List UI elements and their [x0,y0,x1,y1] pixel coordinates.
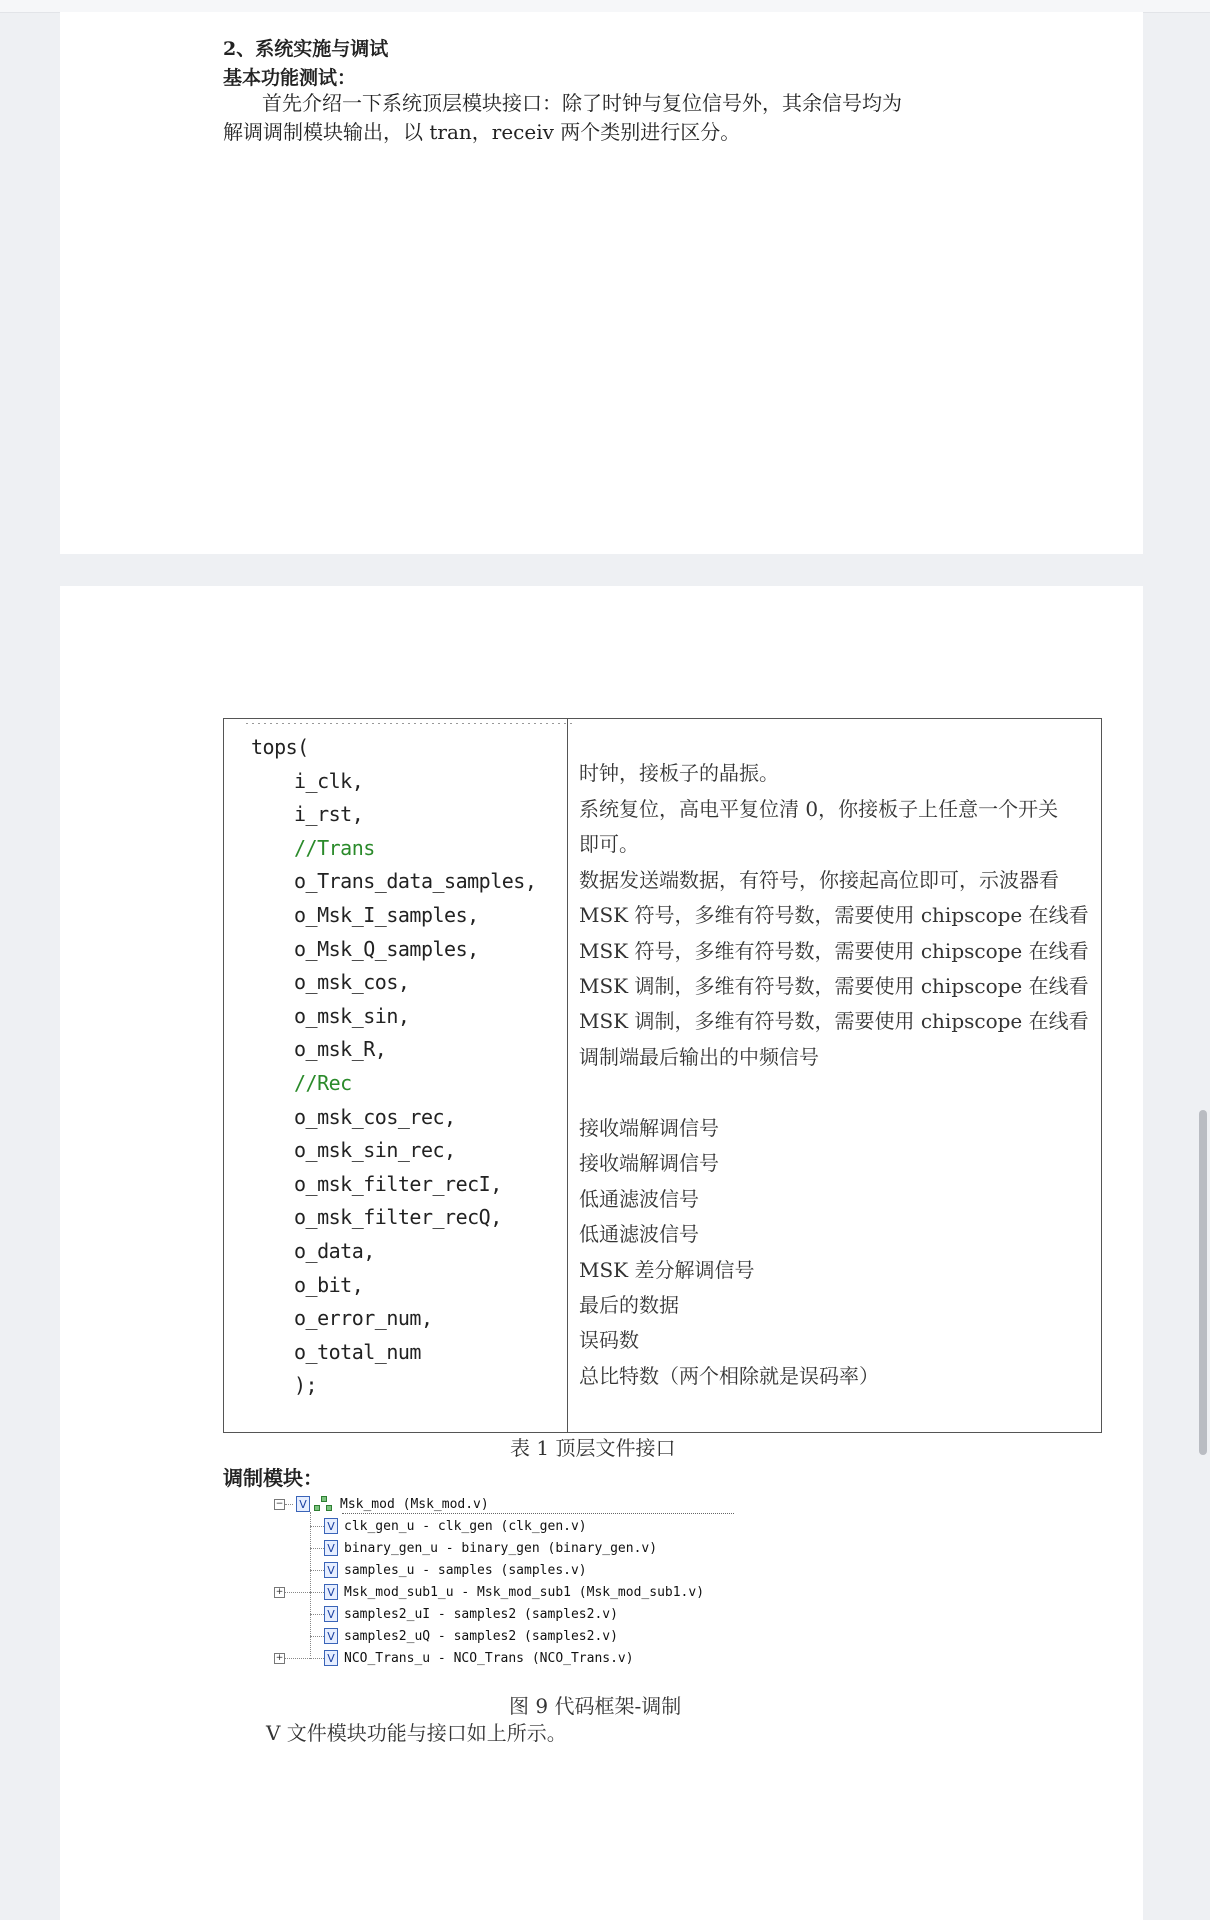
code-line: o_error_num, [294,1306,433,1331]
closing-text: V 文件模块功能与接口如上所示。 [266,1721,567,1745]
code-line: o_msk_sin_rec, [294,1138,456,1163]
tree-connector [310,1526,324,1527]
scrollbar[interactable] [1196,0,1210,1920]
code-line: o_total_num [294,1339,421,1364]
code-screenshot-panel [224,719,567,1432]
expand-toggle[interactable]: + [275,1587,284,1597]
code-line: o_Trans_data_samples, [294,869,537,894]
verilog-file-icon: V [324,1518,338,1534]
signal-description: 时钟，接板子的晶振。 [579,761,779,785]
tree-connector [310,1636,324,1637]
table-column-divider [567,719,568,1432]
tree-guide-line [310,1512,311,1656]
code-line: o_bit, [294,1272,364,1297]
verilog-file-icon: V [324,1606,338,1622]
code-line: o_msk_cos_rec, [294,1104,456,1129]
code-panel-ruler [244,722,574,725]
scrollbar-thumb[interactable] [1199,1110,1207,1455]
tree-item-label: NCO_Trans_u - NCO_Trans (NCO_Trans.v) [344,1650,634,1666]
tree-item-label: binary_gen_u - binary_gen (binary_gen.v) [344,1540,658,1556]
signal-description: 总比特数（两个相除就是误码率） [579,1364,879,1388]
hierarchy-icon [314,1496,334,1512]
tree-item[interactable] [324,1605,618,1623]
code-line: ); [294,1373,318,1398]
code-line: i_rst, [294,802,364,827]
signal-description: MSK 差分解调信号 [579,1258,755,1282]
table-caption: 表 1 顶层文件接口 [510,1436,676,1460]
code-line: o_msk_sin, [294,1003,410,1028]
expand-toggle[interactable]: + [275,1653,284,1663]
tree-item-label: samples_u - samples (samples.v) [344,1562,587,1578]
code-line: o_msk_cos, [294,970,410,995]
signal-description: 数据发送端数据，有符号，你接起高位即可，示波器看 [579,868,1059,892]
module-hierarchy-tree [270,1494,740,1674]
code-line: //Trans [294,835,375,860]
tree-connector [310,1548,324,1549]
verilog-file-icon: V [324,1628,338,1644]
tree-item-label: Msk_mod (Msk_mod.v) [340,1496,489,1512]
code-line: o_data, [294,1239,375,1263]
signal-description: MSK 符号，多维有符号数，需要使用 chipscope 在线看 [579,903,1089,927]
code-line: o_msk_filter_recQ, [294,1205,502,1230]
tree-connector [285,1504,293,1505]
code-line: i_clk, [294,768,364,793]
signal-description: 系统复位，高电平复位清 0，你接板子上任意一个开关 [579,797,1059,821]
tree-item[interactable] [324,1583,704,1601]
code-line: o_Msk_I_samples, [294,903,479,927]
tree-connector [285,1592,310,1593]
verilog-file-icon: V [324,1650,338,1666]
verilog-file-icon: V [324,1562,338,1578]
code-line: o_Msk_Q_samples, [294,936,479,961]
tree-item[interactable] [324,1517,587,1535]
signal-description: 调制端最后输出的中频信号 [579,1045,819,1069]
signal-description: 接收端解调信号 [579,1151,719,1175]
intro-paragraph-line-1: 首先介绍一下系统顶层模块接口：除了时钟与复位信号外，其余信号均为 [262,91,902,115]
hierarchy-icon-node [321,1496,327,1502]
collapse-toggle[interactable]: − [275,1499,284,1509]
signal-description: 最后的数据 [579,1293,679,1317]
code-line: o_msk_R, [294,1037,387,1062]
interface-table [223,718,1102,1433]
tree-root-item[interactable] [296,1495,489,1513]
tree-connector [310,1570,324,1571]
subsection-title: 基本功能测试： [223,67,357,89]
hierarchy-icon-node [314,1505,320,1511]
signal-description: MSK 符号，多维有符号数，需要使用 chipscope 在线看 [579,939,1089,963]
figure-caption: 图 9 代码框架-调制 [509,1694,682,1718]
signal-description: MSK 调制，多维有符号数，需要使用 chipscope 在线看 [579,1009,1089,1033]
section-title: 2、系统实施与调试 [223,38,389,60]
code-line: o_msk_filter_recI, [294,1171,502,1196]
tree-item-label: samples2_uI - samples2 (samples2.v) [344,1606,618,1622]
signal-description: 即可。 [579,832,639,856]
signal-description: MSK 调制，多维有符号数，需要使用 chipscope 在线看 [579,974,1089,998]
intro-paragraph-line-2: 解调调制模块输出，以 tran，receiv 两个类别进行区分。 [223,120,741,144]
verilog-file-icon: V [324,1540,338,1556]
tree-item[interactable] [324,1561,587,1579]
tree-connector [285,1658,310,1659]
signal-description: 低通滤波信号 [579,1222,699,1246]
signal-description: 接收端解调信号 [579,1116,719,1140]
tree-connector [310,1614,324,1615]
verilog-file-icon: V [296,1496,310,1512]
modulation-heading: 调制模块： [223,1466,323,1490]
tree-item-label: samples2_uQ - samples2 (samples2.v) [344,1628,618,1644]
tree-item-label: Msk_mod_sub1_u - Msk_mod_sub1 (Msk_mod_sub1.v) [344,1584,705,1600]
hierarchy-icon-node [326,1505,332,1511]
tree-item[interactable] [324,1539,657,1557]
signal-description: 低通滤波信号 [579,1187,699,1211]
tree-item[interactable] [324,1649,634,1667]
code-line: tops( [251,735,309,759]
signal-description: 误码数 [579,1328,639,1352]
tree-connector [310,1592,324,1593]
code-line: //Rec [294,1071,352,1095]
tree-connector [310,1658,324,1659]
selection-underline [342,1513,734,1514]
verilog-file-icon: V [324,1584,338,1600]
tree-item-label: clk_gen_u - clk_gen (clk_gen.v) [344,1518,587,1534]
tree-item[interactable] [324,1627,618,1645]
